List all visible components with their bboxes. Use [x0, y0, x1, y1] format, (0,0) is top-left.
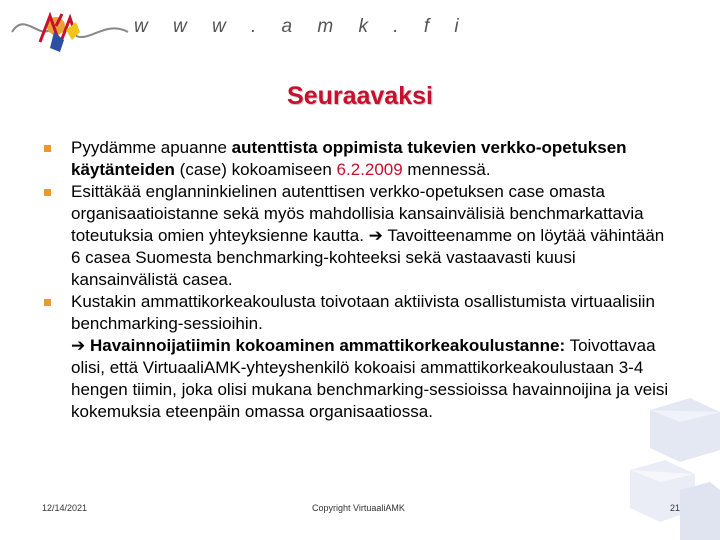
list-item: Esittäkää englanninkielinen autenttisen verkko-opetuksen case omasta organisaatioistanne sekä myös mahdollisia kansainvälisiä benchmarkattavia toteutuksia omien yhteyksienne kautta. ➔ Tavoitteenamme on löytää vähintään 6 casea Suomesta benchmarking-kohteeksi sekä vastaavasti kuusi kansainvälistä casea.	[44, 181, 674, 291]
bullet-list	[44, 137, 674, 423]
amk-logo	[10, 2, 130, 58]
website-url: w w w . a m k . f i	[134, 16, 469, 37]
bullet-icon	[44, 145, 51, 152]
list-item: Pyydämme apuanne autenttista oppimista tukevien verkko-opetuksen käytänteiden (case) kokoamiseen 6.2.2009 mennessä.	[44, 137, 674, 181]
slide-title: Seuraavaksi	[287, 82, 433, 110]
footer-date: 12/14/2021	[42, 503, 88, 513]
header	[0, 0, 720, 60]
bullet-icon	[44, 189, 51, 196]
decorative-cubes	[610, 390, 720, 540]
bullet-icon	[44, 299, 51, 306]
arrow-icon: ➔	[71, 336, 90, 355]
footer-copyright: Copyright VirtuaaliAMK	[312, 503, 405, 513]
list-item: Kustakin ammattikorkeakoulusta toivotaan aktiivista osallistumista virtuaalisiin benchmarking-sessioihin. ➔ Havainnoijatiimin kokoaminen ammattikorkeakoulustanne: Toivottavaa olisi, että VirtuaaliAMK-yhteyshenkilö kokoaisi ammattikorkeakoulustaan 3-4 hengen tiimin, joka olisi mukana benchmarking-sessioissa havainnoijina ja veisi kokemuksia eteenpäin omassa organisaatiossa.	[44, 291, 674, 423]
arrow-icon: ➔	[363, 226, 388, 245]
page-number: 21	[670, 503, 681, 513]
